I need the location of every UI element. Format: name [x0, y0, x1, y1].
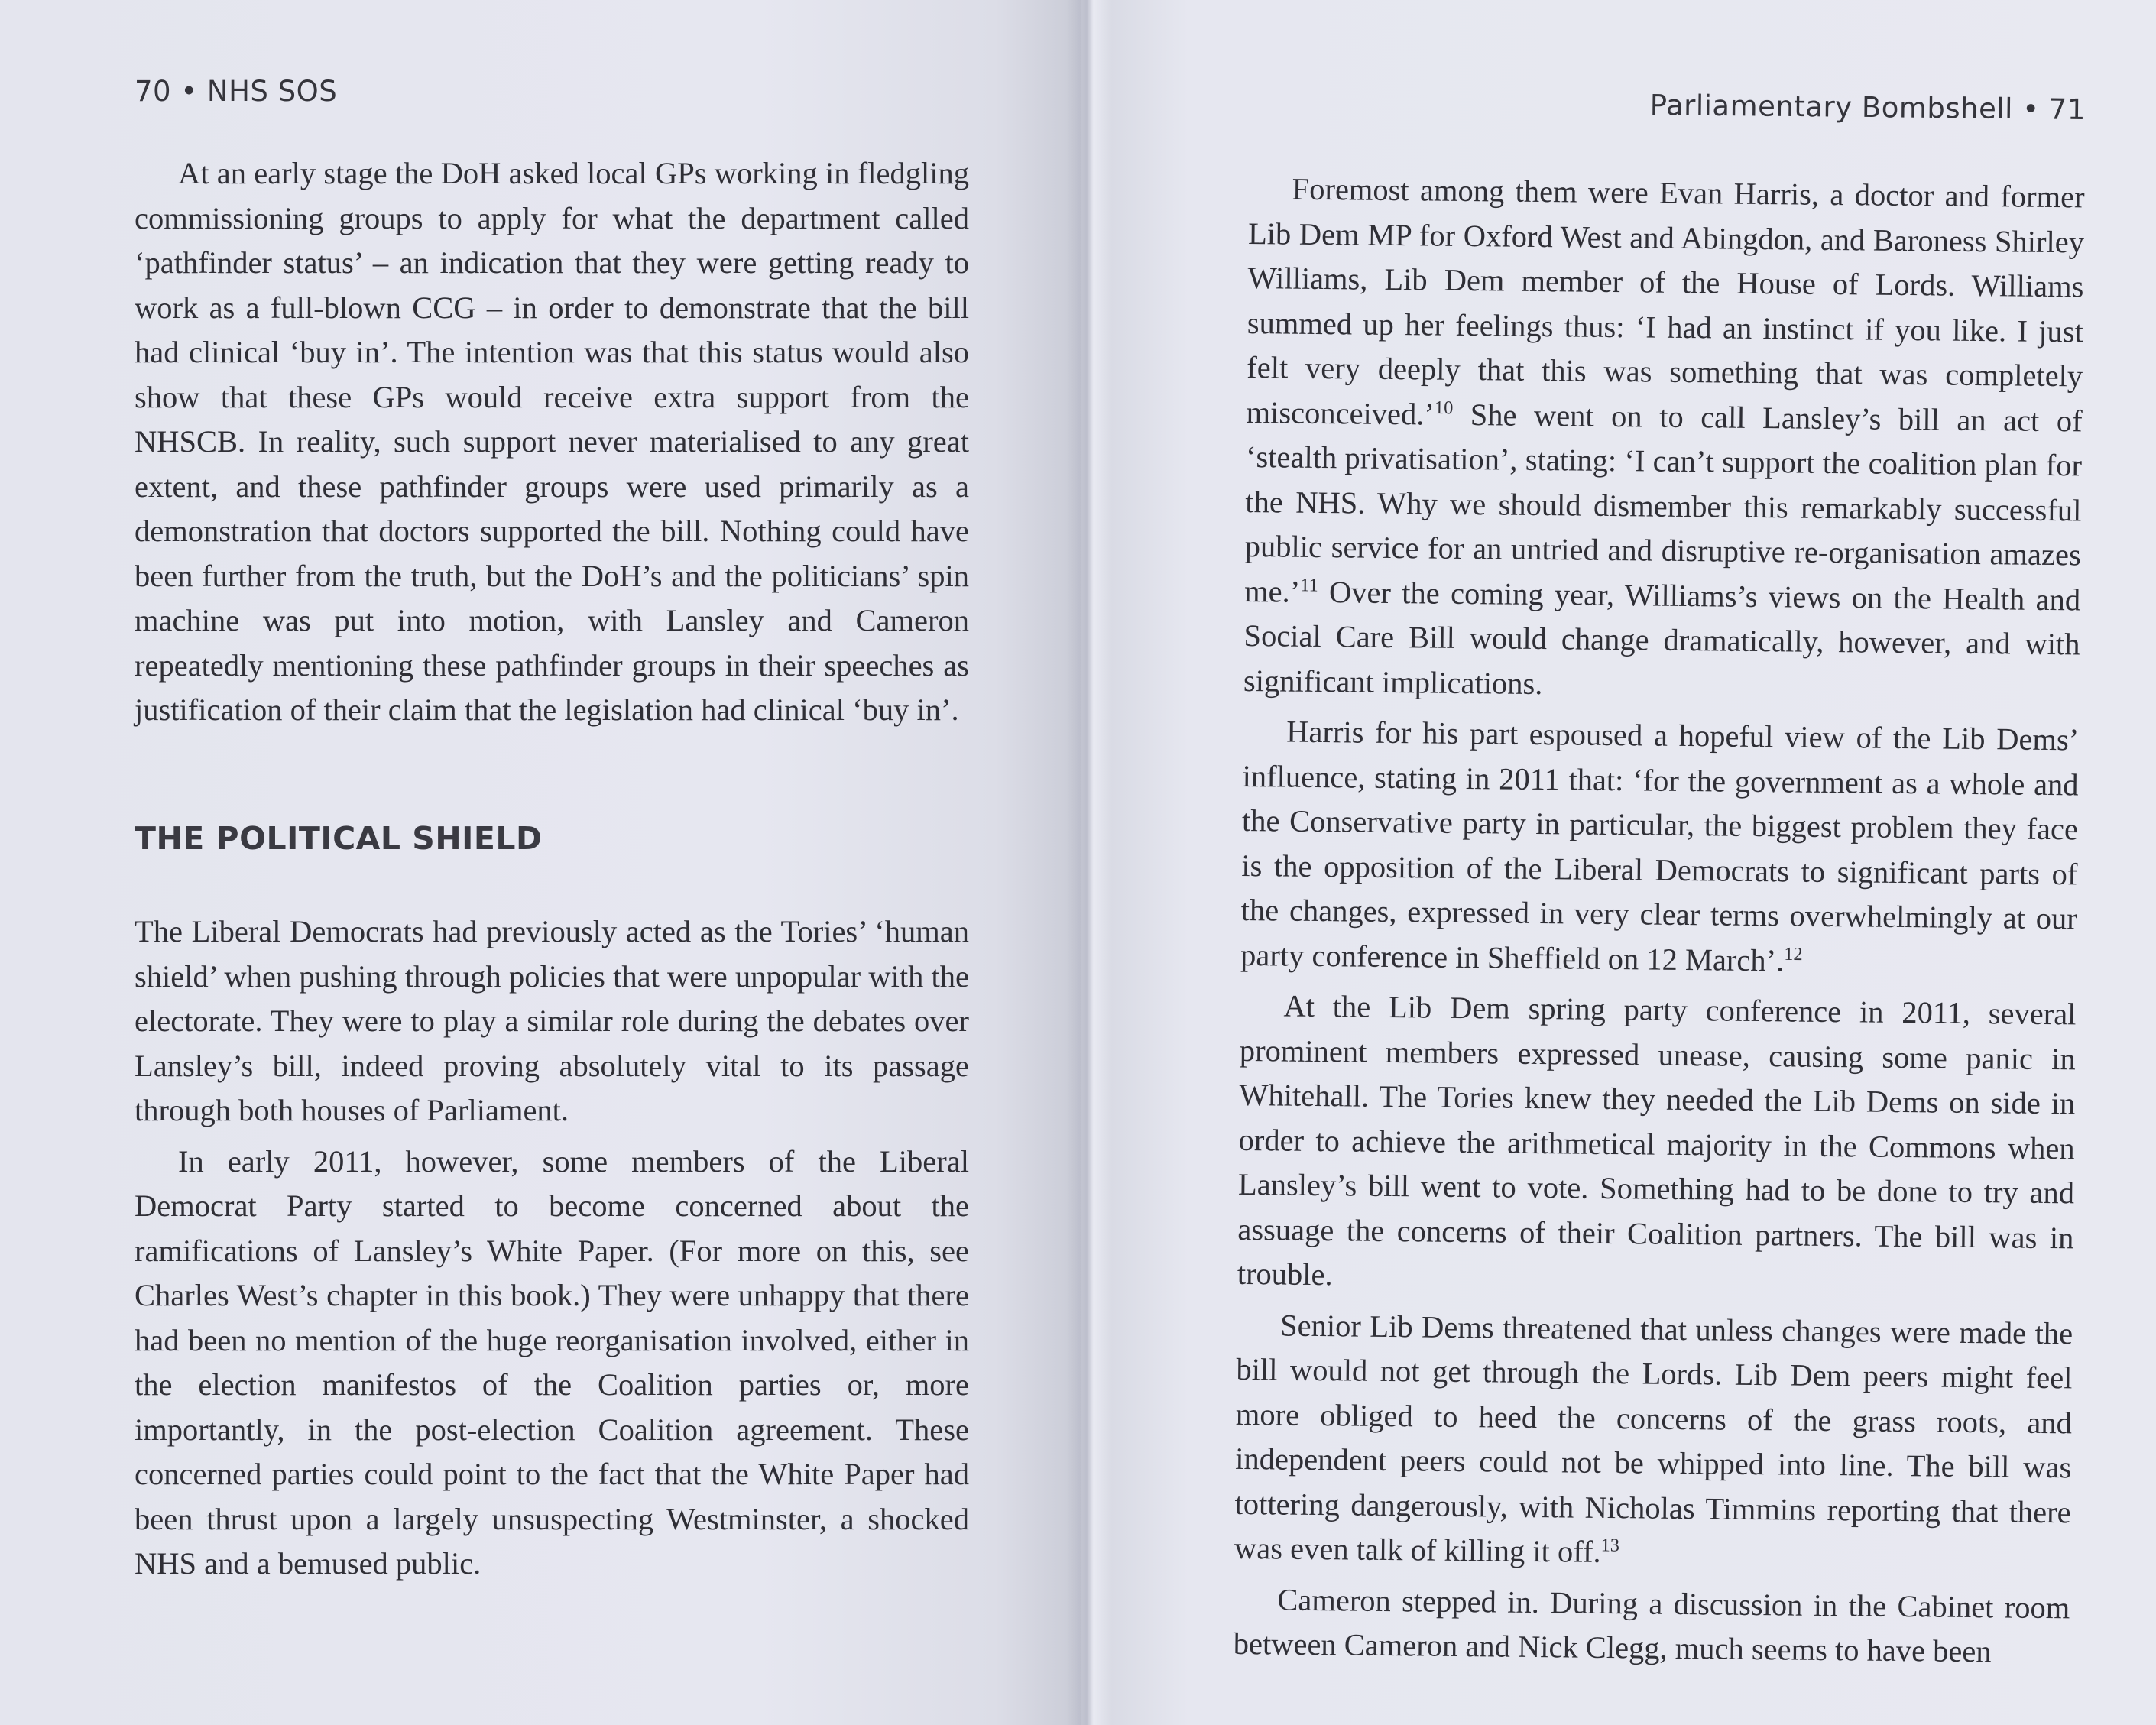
- text-span: She went on to call Lansley’s bill an act of ‘stealth privatisation’, stating: ‘I can’t support the coalition plan for the NHS. Why we should dismember this remarkably successful public service for an untried and disruptive re-organisation amazes me.’: [1243, 397, 2083, 609]
- section-heading: THE POLITICAL SHIELD: [135, 820, 543, 857]
- footnote-ref: 11: [1300, 574, 1318, 595]
- text-span: Foremost among them were Evan Harris, a doctor and former Lib Dem MP for Oxford West and Abingdon, and Baroness Shirley Williams, Lib Dem member of the House of Lords. Williams summed up her feelings thus: ‘I had an instinct if you like. I just felt very deeply that this was something that was completely misconceived.’: [1246, 171, 2085, 432]
- paragraph-foremost: [1243, 167, 2085, 712]
- text-span: Over the coming year, Williams’s views on the Health and Social Care Bill would change dramatically, however, and with significant implications.: [1243, 574, 2081, 701]
- paragraph-early-2011: In early 2011, however, some members of the Liberal Democrat Party started to become concerned about the ramifications of Lansley’s White Paper. (For more on this, see Charles West’s chapter in this book.) They were unhappy that there had been no mention of the huge reorganisation involved, either in the election manifestos of the Coalition parties or, more importantly, in the post-election Coalition agreement. These concerned parties could point to the fact that the White Paper had been thrust upon a largely unsuspecting Westminster, a shocked NHS and a bemused public.: [135, 1143, 969, 1581]
- paragraph-pathfinder: At an early stage the DoH asked local GPs working in fledgling commissioning groups to apply for what the department called ‘pathfinder status’ – an indication that they were getting ready to work as a full-blown CCG – in order to demonstrate that the bill had clinical ‘buy in’. The intention was that this status would also show that these GPs would receive extra support from the NHSCB. In reality, such support never materialised to any great extent, and these pathfinder groups were used primarily as a demonstration that doctors supported the bill. Nothing could have been further from the truth, but the DoH’s and the politicians’ spin machine was put into motion, with Lansley and Cameron repeatedly mentioning these pathfinder groups in their speeches as justification of their claim that the legislation had clinical ‘buy in’.: [135, 156, 969, 727]
- left-bottom-text: [135, 910, 969, 1593]
- left-top-text: [135, 151, 969, 739]
- text-span: Harris for his part espoused a hopeful view of the Lib Dems’ influence, stating in 2011 that: ‘for the government as a whole and the Conservative party in particular, the biggest problem they face is the opposition of the Liberal Democrats to significant parts of the changes, expressed in very clear terms overwhelmingly at our party conference in Sheffield on 12 March’.: [1240, 714, 2080, 978]
- footnote-ref: 12: [1784, 943, 1803, 965]
- paragraph-spring-conference: At the Lib Dem spring party conference in 2011, several prominent members expressed unease, causing some panic in Whitehall. The Tories knew they needed the Lib Dems on side in order to achieve the arithmetical majority in the Commons when Lansley’s bill went to vote. Something had to be done to try and assuage the concerns of their Coalition partners. The bill was in trouble.: [1237, 988, 2077, 1292]
- book-gutter: [1066, 0, 1112, 1725]
- paragraph-harris: [1240, 709, 2080, 986]
- right-text: [1233, 167, 2085, 1681]
- text-span: Senior Lib Dems threatened that unless changes were made the bill would not get through the Lords. Lib Dem peers might feel more obliged to heed the concerns of the grass roots, and independent peers could not be whipped into line. The bill was tottering dangerously, with Nicholas Timmins reporting that there was even talk of killing it off.: [1234, 1308, 2073, 1569]
- footnote-ref: 10: [1434, 397, 1454, 418]
- paragraph-senior-lib-dems: [1234, 1302, 2073, 1579]
- paragraph-cameron: Cameron stepped in. During a discussion in the Cabinet room between Cameron and Nick Clegg, much seems to have been: [1233, 1581, 2070, 1669]
- footnote-ref: 13: [1600, 1535, 1620, 1556]
- right-running-head: Parliamentary Bombshell • 71: [1649, 89, 2086, 126]
- left-running-head: 70 • NHS SOS: [135, 75, 338, 108]
- paragraph-human-shield: The Liberal Democrats had previously acted as the Tories’ ‘human shield’ when pushing through policies that were unpopular with the electorate. They were to play a similar role during the debates over Lansley’s bill, indeed proving absolutely vital to its passage through both houses of Parliament.: [135, 914, 969, 1127]
